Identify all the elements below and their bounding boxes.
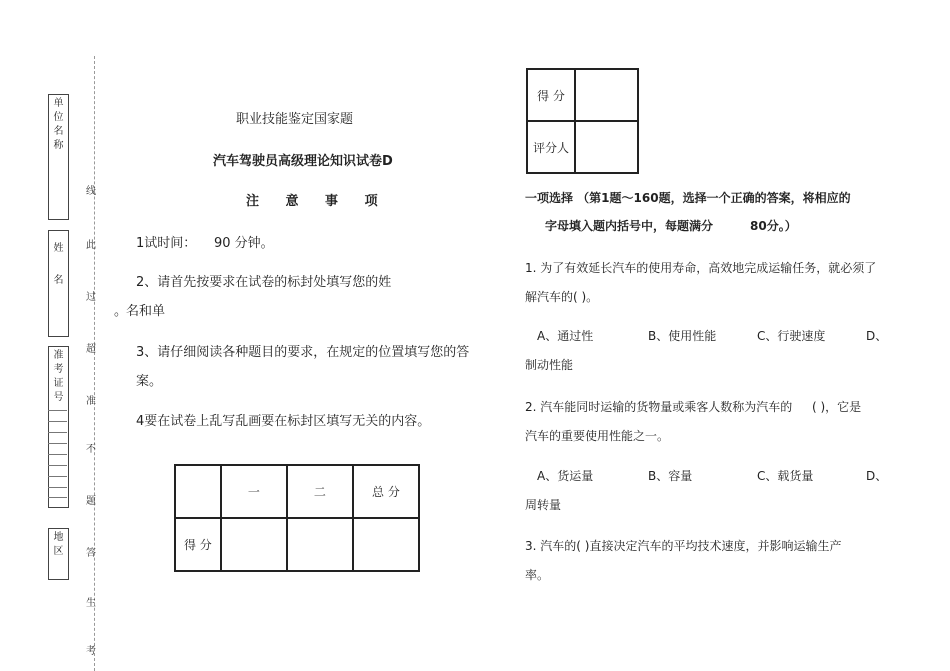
grader-table [526, 68, 639, 174]
seal-char: 生 [86, 598, 96, 609]
score-table-header-1: 一 [221, 465, 287, 518]
score-summary-table [174, 464, 420, 572]
binding-rule [48, 465, 67, 466]
seal-char: 线 [86, 186, 96, 197]
score-table-row-label: 得 分 [175, 518, 221, 571]
question-2-line-1-blank: ( )，它是 [812, 400, 862, 414]
notice-2: 2、请首先按要求在试卷的标封处填写您的姓 [136, 275, 392, 290]
binding-label-exam-number: 准考证号 [53, 350, 64, 403]
notice-2-prefix: 。 [114, 304, 128, 319]
question-2-line-1: 2. 汽车能同时运输的货物量或乘客人数称为汽车的 [525, 400, 793, 414]
notice-heading: 注 意 事 项 [246, 194, 378, 209]
binding-rule [48, 421, 67, 422]
seal-char: 过 [86, 292, 96, 303]
binding-box-unit [48, 94, 69, 220]
notice-3: 3、请仔细阅读各种题目的要求，在规定的位置填写您的答 [136, 345, 470, 360]
question-1-line-2: 解汽车的( )。 [525, 290, 599, 304]
binding-box-exam-number [48, 346, 69, 508]
question-2-option-d[interactable]: D、 [866, 469, 888, 483]
seal-char: 准 [86, 396, 96, 407]
binding-rule [48, 432, 67, 433]
question-1-option-c[interactable]: C、行驶速度 [757, 329, 826, 343]
seal-char: 不 [86, 444, 96, 455]
binding-rule [48, 476, 67, 477]
score-cell-2[interactable] [287, 518, 353, 571]
question-1-option-d[interactable]: D、 [866, 329, 888, 343]
binding-rule [48, 497, 67, 498]
binding-label-unit: 单位名称 [53, 98, 64, 151]
binding-box-name [48, 230, 69, 337]
score-cell-1[interactable] [221, 518, 287, 571]
exam-header: 职业技能鉴定国家题 [236, 112, 354, 127]
question-3-line-2: 率。 [525, 568, 550, 582]
notice-2-continued: 名和单 [126, 304, 166, 319]
score-cell-total[interactable] [353, 518, 419, 571]
question-1-option-d-text: 制动性能 [525, 358, 574, 372]
section-heading: 一项选择 （第1题～160题，选择一个正确的答案，将相应的 [525, 191, 851, 205]
score-table-header-2: 二 [287, 465, 353, 518]
binding-label-region: 地区 [53, 532, 64, 557]
binding-box-region [48, 528, 69, 580]
seal-char: 题 [86, 496, 96, 507]
section-heading-continued: 字母填入题内括号中，每题满分 [545, 219, 714, 233]
question-3-line-1: 3. 汽车的( )直接决定汽车的平均技术速度，并影响运输生产 [525, 539, 842, 553]
question-1-line-1: 1. 为了有效延长汽车的使用寿命，高效地完成运输任务，就必须了 [525, 261, 877, 275]
seal-char: 答 [86, 548, 96, 559]
seal-char: 考 [86, 646, 96, 657]
binding-rule [48, 487, 67, 488]
exam-title: 汽车驾驶员高级理论知识试卷D [213, 154, 393, 169]
binding-rule [48, 410, 67, 411]
question-2-option-b[interactable]: B、容量 [648, 469, 693, 483]
seal-char: 超 [86, 344, 96, 355]
grader-table-grader-label: 评分人 [527, 121, 575, 173]
grader-name-cell[interactable] [575, 121, 638, 173]
question-2-option-a[interactable]: A、货运量 [537, 469, 594, 483]
section-heading-score: 80分。） [750, 219, 797, 233]
binding-label-name: 姓名 [53, 243, 64, 286]
binding-rule [48, 443, 67, 444]
notice-3-continued: 案。 [136, 374, 163, 389]
grader-score-cell[interactable] [575, 69, 638, 121]
question-1-option-b[interactable]: B、使用性能 [648, 329, 717, 343]
grader-table-score-label: 得 分 [527, 69, 575, 121]
score-table-header-blank [175, 465, 221, 518]
question-2-line-2: 汽车的重要使用性能之一。 [525, 429, 670, 443]
question-2-option-c[interactable]: C、载货量 [757, 469, 814, 483]
score-table-header-total: 总 分 [353, 465, 419, 518]
seal-char: 此 [86, 240, 96, 251]
notice-4: 4要在试卷上乱写乱画要在标封区填写无关的内容。 [136, 414, 431, 429]
question-1-option-a[interactable]: A、通过性 [537, 329, 594, 343]
question-2-option-d-text: 周转量 [525, 498, 562, 512]
notice-1-value: 90 分钟。 [214, 236, 274, 251]
notice-1: 1试时间： [136, 236, 197, 251]
binding-rule [48, 454, 67, 455]
seal-dashed-line [94, 56, 95, 671]
